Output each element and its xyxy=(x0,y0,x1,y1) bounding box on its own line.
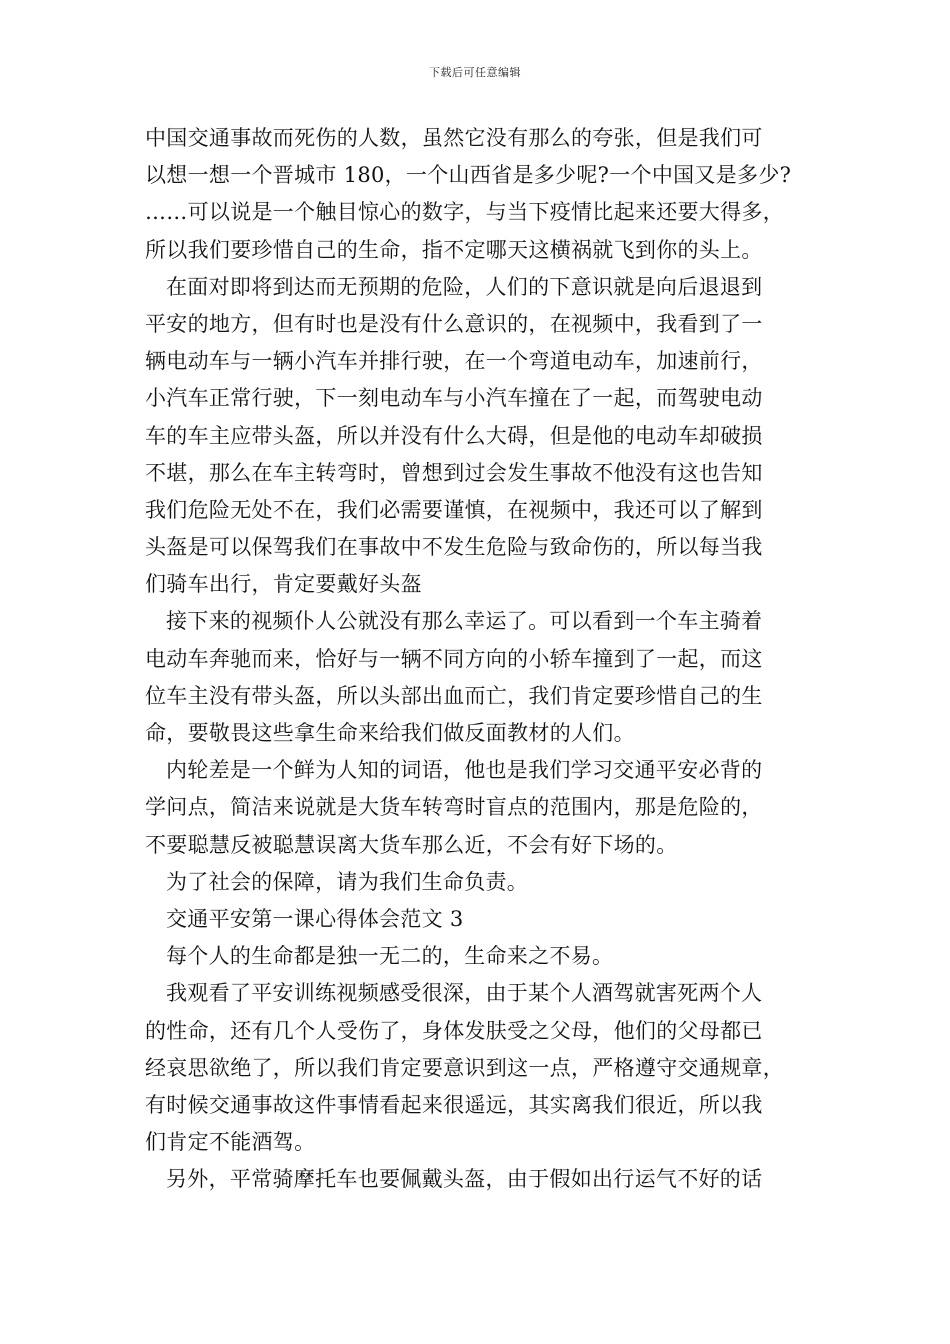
text-line: 我们危险无处不在，我们必需要谨慎，在视频中，我还可以了解到 xyxy=(145,497,763,522)
text-line: 每个人的生命都是独一无二的，生命来之不易。 xyxy=(166,944,614,969)
text-line: 交通平安第一课心得体会范文 3 xyxy=(166,906,464,931)
text-line: 中国交通事故而死伤的人数，虽然它没有那么的夸张，但是我们可 xyxy=(145,126,763,150)
text-line: 所以我们要珍惜自己的生命，指不定哪天这横祸就飞到你的头上。 xyxy=(145,237,763,262)
text-line: 位车主没有带头盔，所以头部出血而亡，我们肯定要珍惜自己的生 xyxy=(145,683,763,708)
text-line: ……可以说是一个触目惊心的数字，与当下疫情比起来还要大得多， xyxy=(145,200,784,225)
text-line: 在面对即将到达而无预期的危险，人们的下意识就是向后退退到 xyxy=(166,274,763,299)
text-line: 们肯定不能酒驾。 xyxy=(145,1130,316,1155)
text-line: 内轮差是一个鲜为人知的词语，他也是我们学习交通平安必背的 xyxy=(166,758,763,783)
text-line: 平安的地方，但有时也是没有什么意识的，在视频中，我看到了一 xyxy=(145,311,763,336)
text-line: 不堪，那么在车主转弯时，曾想到过会发生事故不他没有这也告知 xyxy=(145,460,763,485)
text-line: 另外，平常骑摩托车也要佩戴头盔，由于假如出行运气不好的话 xyxy=(166,1167,763,1192)
text-line: 为了社会的保障，请为我们生命负责。 xyxy=(166,869,529,894)
text-line: 命，要敬畏这些拿生命来给我们做反面教材的人们。 xyxy=(145,721,635,745)
text-line: 的性命，还有几个人受伤了，身体发肤受之父母，他们的父母都已 xyxy=(145,1018,763,1043)
text-line: 们骑车出行，肯定要戴好头盔 xyxy=(145,572,422,597)
text-line: 我观看了平安训练视频感受很深，由于某个人酒驾就害死两个人 xyxy=(166,981,763,1006)
text-line: 车的车主应带头盔，所以并没有什么大碍，但是他的电动车却破损 xyxy=(145,423,763,448)
text-line: 接下来的视频仆人公就没有那么幸运了。可以看到一个车主骑着 xyxy=(166,609,763,634)
text-line: 辆电动车与一辆小汽车并排行驶，在一个弯道电动车，加速前行， xyxy=(145,349,763,374)
text-line: 经哀思欲绝了，所以我们肯定要意识到这一点，严格遵守交通规章， xyxy=(145,1055,784,1080)
text-line: 不要聪慧反被聪慧误离大货车那么近，不会有好下场的。 xyxy=(145,832,678,857)
page-header: 下载后可任意编辑 xyxy=(429,66,521,79)
text-line: 小汽车正常行驶，下一刻电动车与小汽车撞在了一起，而驾驶电动 xyxy=(145,386,763,411)
text-line: 有时候交通事故这件事情看起来很遥远，其实离我们很近，所以我 xyxy=(145,1092,763,1117)
text-line: 学问点，简洁来说就是大货车转弯时盲点的范围内，那是危险的， xyxy=(145,795,763,820)
document-body xyxy=(145,120,825,1198)
text-line: 以想一想一个晋城市 180，一个山西省是多少呢?一个中国又是多少? xyxy=(145,163,792,188)
text-line: 电动车奔驰而来，恰好与一辆不同方向的小轿车撞到了一起，而这 xyxy=(145,646,763,671)
text-line: 头盔是可以保驾我们在事故中不发生危险与致命伤的，所以每当我 xyxy=(145,535,763,560)
